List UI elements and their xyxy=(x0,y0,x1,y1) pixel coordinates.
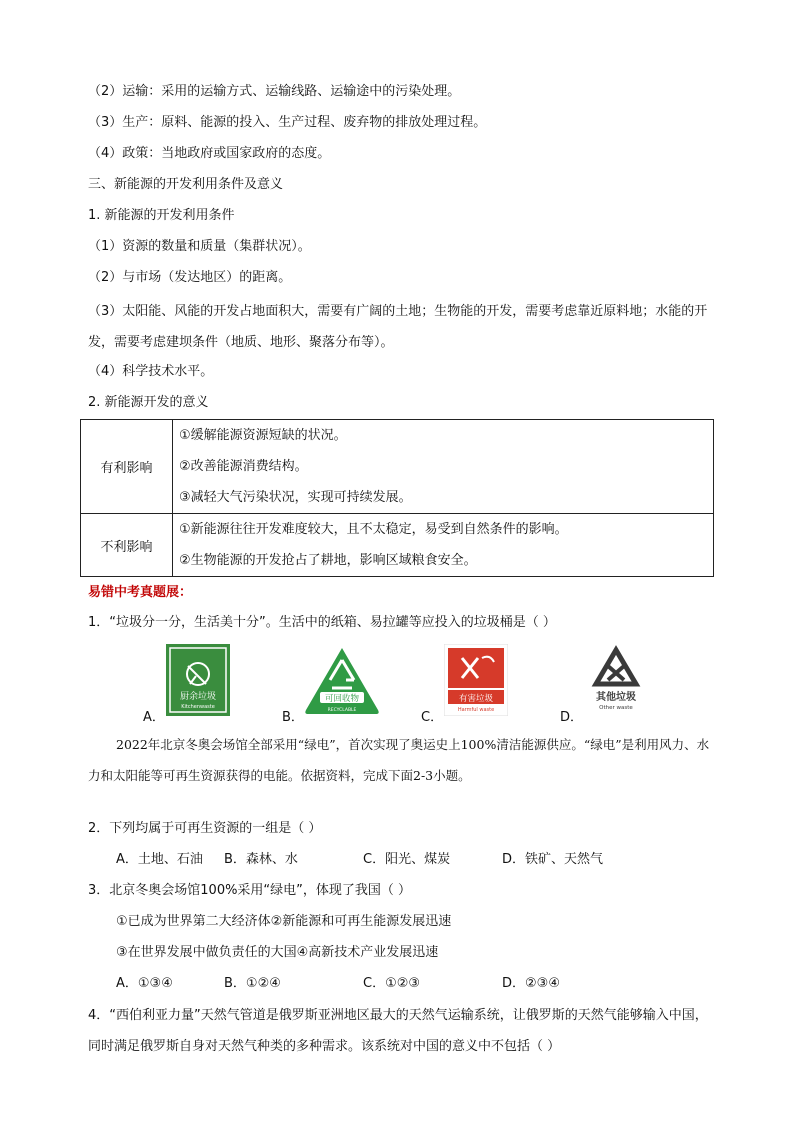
text-line: （4）政策：当地政府或国家政府的态度。 xyxy=(88,146,331,161)
option: B．①②④ xyxy=(224,976,281,991)
option: C．阳光、煤炭 xyxy=(363,852,451,867)
bin-cn-label: 厨余垃圾 xyxy=(179,692,217,702)
option: B．森林、水 xyxy=(224,852,298,867)
passage: 2022年北京冬奥会场馆全部采用“绿电”，首次实现了奥运史上100%清洁能源供应。“绿电”是利用风力、水力和太阳能等可再生资源获得的电能。依据资料，完成下面2-3小题。 xyxy=(88,737,710,783)
text-line: （4）科学技术水平。 xyxy=(88,364,214,379)
option: D．②③④ xyxy=(502,976,560,991)
statement: ①已成为世界第二大经济体②新能源和可再生能源发展迅速 xyxy=(116,914,452,929)
question-2: 2．下列均属于可再生资源的一组是（ ） xyxy=(88,821,322,836)
option-c-label: C． xyxy=(421,710,444,725)
bin-cn-label: 其他垃圾 xyxy=(596,692,636,703)
table-item: ②改善能源消费结构。 xyxy=(179,459,308,474)
table-item: ③减轻大气污染状况，实现可持续发展。 xyxy=(179,490,412,505)
table-row xyxy=(81,514,714,577)
table-item: ②生物能源的开发抢占了耕地，影响区域粮食安全。 xyxy=(179,553,477,568)
recyclable-bin-icon xyxy=(302,644,382,716)
text-line: （2）运输：采用的运输方式、运输线路、运输途中的污染处理。 xyxy=(88,84,461,99)
paragraph: （3）太阳能、风能的开发占地面积大，需要有广阔的土地；生物能的开发，需要考虑靠近原料地；水能的开发，需要考虑建坝条件（地质、地形、聚落分布等）。 xyxy=(88,304,708,350)
option-a-label: A． xyxy=(143,710,165,725)
question-3: 3．北京冬奥会场馆100%采用“绿电”，体现了我国（ ） xyxy=(88,883,412,898)
table-row xyxy=(81,420,714,514)
table-cell xyxy=(173,514,714,577)
bin-en-label: Harmful waste xyxy=(457,707,495,713)
table-item: ①缓解能源资源短缺的状况。 xyxy=(179,428,347,443)
bin-cn-label: 可回收物 xyxy=(324,694,360,704)
other-waste-bin-icon xyxy=(584,644,648,716)
table-label: 不利影响 xyxy=(81,514,173,577)
table-cell xyxy=(173,420,714,514)
exam-heading: 易错中考真题展： xyxy=(88,585,193,600)
bin-en-label: Kitchenwaste xyxy=(181,704,215,710)
option-b-label: B． xyxy=(282,710,304,725)
q1-options xyxy=(0,640,794,725)
kitchen-waste-bin-icon xyxy=(166,644,230,716)
option: D．铁矿、天然气 xyxy=(502,852,604,867)
question-4: 4．“西伯利亚力量”天然气管道是俄罗斯亚洲地区最大的天然气运输系统，让俄罗斯的天然气能够输入中国，同时满足俄罗斯自身对天然气种类的多种需求。该系统对中国的意义中不包括（ ） xyxy=(88,1008,708,1054)
option-d-label: D． xyxy=(560,710,584,725)
harmful-waste-bin-icon xyxy=(444,644,508,716)
subsection-heading: 2. 新能源开发的意义 xyxy=(88,395,209,410)
table-label: 有利影响 xyxy=(81,420,173,514)
table-item: ①新能源往往开发难度较大，且不太稳定，易受到自然条件的影响。 xyxy=(179,522,568,537)
option: A．①③④ xyxy=(116,976,173,991)
option: C．①②③ xyxy=(363,976,421,991)
text-line: （1）资源的数量和质量（集群状况）。 xyxy=(88,239,311,254)
option: A．土地、石油 xyxy=(116,852,203,867)
text-line: （2）与市场（发达地区）的距离。 xyxy=(88,270,292,285)
text-line: （3）生产：原料、能源的投入、生产过程、废弃物的排放处理过程。 xyxy=(88,115,487,130)
bin-cn-label: 有害垃圾 xyxy=(458,694,494,704)
bin-en-label: Other waste xyxy=(599,705,633,711)
subsection-heading: 1. 新能源的开发利用条件 xyxy=(88,208,235,223)
bin-en-label: RECYCLABLE xyxy=(327,708,357,713)
significance-table xyxy=(80,419,714,577)
statement: ③在世界发展中做负责任的大国④高新技术产业发展迅速 xyxy=(116,945,439,960)
question-1: 1．“垃圾分一分，生活美十分”。生活中的纸箱、易拉罐等应投入的垃圾桶是（ ） xyxy=(88,615,556,630)
section-heading: 三、新能源的开发利用条件及意义 xyxy=(88,177,284,192)
